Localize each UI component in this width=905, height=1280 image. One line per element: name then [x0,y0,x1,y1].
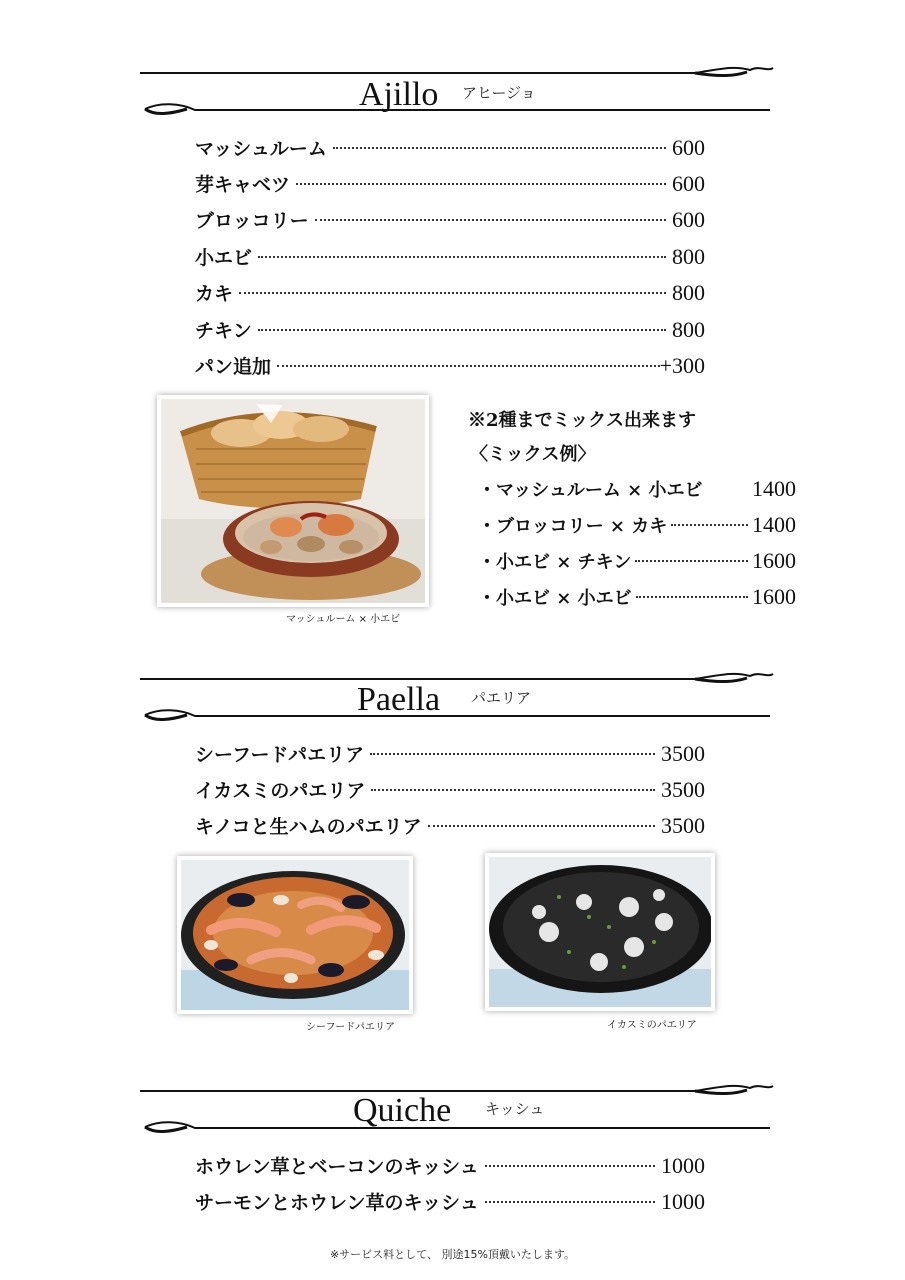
leader-dots [428,825,655,827]
item-price: 800 [672,280,705,305]
section-subtitle: パエリア [471,689,532,707]
leader-dots [636,596,748,598]
item-price: 600 [672,171,705,196]
menu-item [195,776,705,806]
item-name: チキン [195,320,252,342]
section-subtitle: アヒージョ [462,84,536,102]
ornament-rule [135,668,775,728]
seafood-paella-photo [177,856,413,1014]
menu-item [195,279,705,309]
item-name: ホウレン草とベーコンのキッシュ [195,1156,479,1178]
seafood-paella-image [181,860,409,1010]
leader-dots [296,183,666,185]
ajillo-dish-image [161,399,425,603]
section-subtitle: キッシュ [485,1100,545,1118]
mix-example [478,584,796,610]
menu-item [195,170,705,200]
item-price: 1000 [661,1189,705,1214]
menu-item [195,352,705,382]
photo-caption: イカスミのパエリア [607,1020,697,1031]
mix-name: ・ブロッコリー × カキ [478,516,668,537]
menu-item [195,740,705,770]
ornament-rule [135,62,775,122]
item-price: 1000 [661,1153,705,1178]
menu-item [195,243,705,273]
leader-dots [671,524,748,526]
menu-item [195,316,705,346]
mix-name: ・小エビ × 小エビ [478,588,632,609]
leader-dots [258,329,666,331]
leader-dots [370,753,655,755]
item-name: シーフードパエリア [195,744,365,766]
item-price: 800 [672,244,705,269]
mix-name: ・マッシュルーム × 小エビ [478,480,703,501]
item-name: 小エビ [195,247,253,269]
menu-item [195,206,705,236]
ajillo-header [135,62,775,122]
section-title: Ajillo [359,76,439,113]
item-name: カキ [195,283,234,305]
menu-item [195,134,705,164]
leader-dots [485,1165,655,1167]
item-name: イカスミのパエリア [195,780,366,802]
mix-example [478,548,796,574]
leader-dots [239,292,666,294]
item-price: 3500 [661,777,705,802]
menu-item [195,1188,705,1218]
section-title: Paella [357,681,441,718]
leader-dots [485,1201,655,1203]
ajillo-photo [157,395,429,607]
mix-example [478,512,796,538]
paella-header [135,668,775,728]
ornament-rule [135,1080,775,1140]
mix-example [478,476,796,502]
mix-price: 1600 [752,584,796,609]
item-price: 600 [672,207,705,232]
leader-dots [315,219,666,221]
leader-dots [371,789,655,791]
item-price: +300 [659,353,705,378]
item-name: マッシュルーム [195,138,327,160]
squid-ink-paella-image [489,857,711,1007]
section-title: Quiche [353,1092,452,1129]
photo-caption: マッシュルーム × 小エビ [286,614,401,625]
item-price: 800 [672,317,705,342]
item-price: 600 [672,135,705,160]
item-name: ブロッコリー [195,210,309,232]
mix-name: ・小エビ × チキン [478,552,632,573]
item-price: 3500 [661,813,705,838]
photo-caption: シーフードパエリア [306,1022,395,1033]
item-name: サーモンとホウレン草のキッシュ [195,1192,479,1214]
quiche-header [135,1080,775,1140]
mix-price: 1400 [752,512,796,537]
leader-dots [258,256,666,258]
menu-item [195,812,705,842]
item-name: 芽キャベツ [195,174,291,196]
service-charge-note: ※サービス料として、 別途15%頂戴いたします。 [329,1248,576,1261]
item-price: 3500 [661,741,705,766]
mix-price: 1600 [752,548,796,573]
leader-dots [635,560,748,562]
leader-dots [333,147,666,149]
mix-note: ※2種までミックス出来ます [468,410,696,431]
leader-dots [277,365,660,367]
item-name: キノコと生ハムのパエリア [195,816,422,838]
mix-price: 1400 [752,476,796,501]
menu-item [195,1152,705,1182]
item-name: パン追加 [195,356,272,378]
mix-heading: 〈ミックス例〉 [470,444,596,465]
squid-ink-paella-photo [485,853,715,1011]
